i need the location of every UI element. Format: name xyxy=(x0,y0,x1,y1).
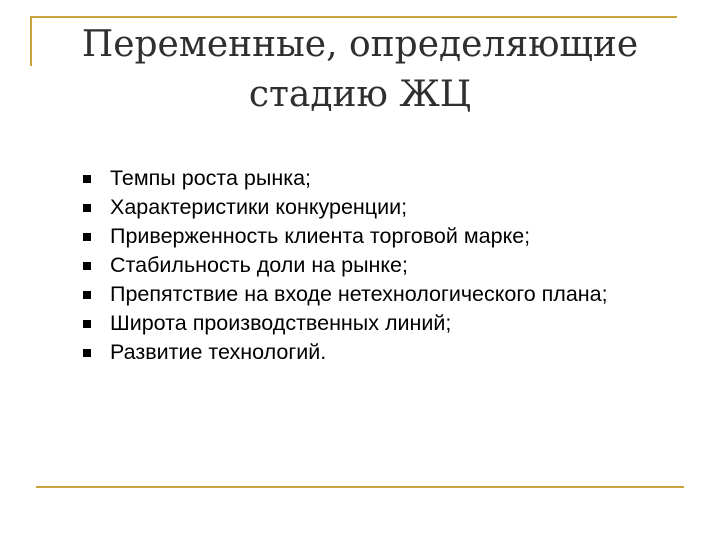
square-bullet-icon xyxy=(83,291,91,299)
bullet-list xyxy=(80,164,680,367)
square-bullet-icon xyxy=(83,204,91,212)
list-item xyxy=(80,338,680,367)
bullet-text: Темпы роста рынка; xyxy=(110,166,312,190)
list-item xyxy=(80,193,680,222)
square-bullet-icon xyxy=(83,175,91,183)
bullet-text: Развитие технологий. xyxy=(110,340,327,364)
list-item xyxy=(80,222,680,251)
square-bullet-icon xyxy=(83,320,91,328)
title-line-2: стадию ЖЦ xyxy=(248,74,472,115)
bullet-text: Широта производственных линий; xyxy=(110,311,452,335)
frame-top-line xyxy=(30,16,677,18)
list-item xyxy=(80,164,680,193)
frame-bottom-line xyxy=(36,486,684,488)
frame-left-line xyxy=(30,16,32,66)
square-bullet-icon xyxy=(83,349,91,357)
slide-title xyxy=(60,20,660,120)
bullet-text: Характеристики конкуренции; xyxy=(110,195,408,219)
square-bullet-icon xyxy=(83,233,91,241)
list-item xyxy=(80,280,680,309)
bullet-text: Стабильность доли на рынке; xyxy=(110,253,408,277)
square-bullet-icon xyxy=(83,262,91,270)
list-item xyxy=(80,251,680,280)
bullet-text: Препятствие на входе нетехнологического плана; xyxy=(110,282,608,306)
list-item xyxy=(80,309,680,338)
bullet-text: Приверженность клиента торговой марке; xyxy=(110,224,531,248)
title-line-1: Переменные, определяющие xyxy=(81,24,639,65)
